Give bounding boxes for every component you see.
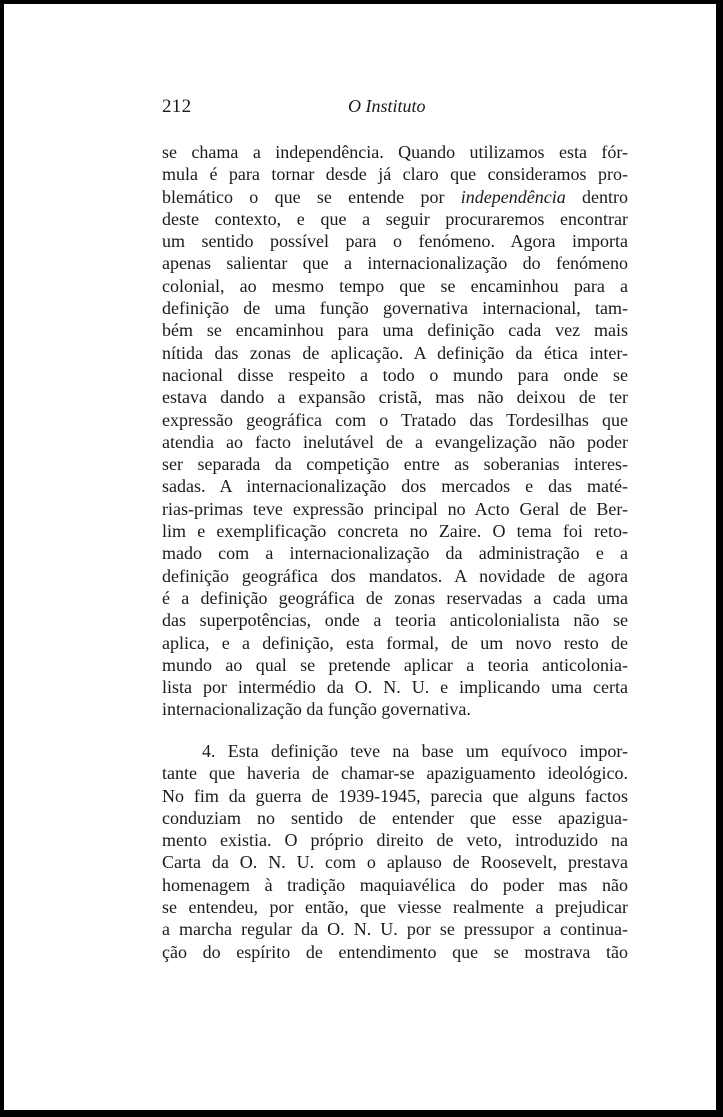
text-line: é a definição geográfica de zonas reservadas a cada uma <box>162 587 628 608</box>
text-line: lim e exemplificação concreta no Zaire. O tema foi reto- <box>162 521 628 542</box>
text-line <box>162 186 628 208</box>
paragraph-2 <box>162 740 628 963</box>
text-line: ser separada da competição entre as soberanias interes- <box>162 454 628 475</box>
text-line: mula é para tornar desde já claro que consideramos pro- <box>162 164 628 185</box>
text-line: bém se encaminhou para uma definição cada vez mais <box>162 320 628 341</box>
text-line: rias-primas teve expressão principal no Acto Geral de Ber- <box>162 498 628 519</box>
page-number: 212 <box>162 96 192 117</box>
running-title: O Instituto <box>348 96 426 116</box>
text-line: sadas. A internacionalização dos mercados e das maté- <box>162 476 628 497</box>
text-line: colonial, ao mesmo tempo que se encaminhou para a <box>162 275 628 296</box>
text-line: nacional disse respeito a todo o mundo para onde se <box>162 364 628 385</box>
text-line: mundo ao qual se pretende aplicar a teoria anticolonia- <box>162 654 628 675</box>
text-line: nítida das zonas de aplicação. A definição da ética inter- <box>162 342 628 363</box>
page-header <box>162 96 628 122</box>
text-line: No fim da guerra de 1939-1945, parecia que alguns factos <box>162 785 628 806</box>
text-line: apenas salientar que a internacionalização do fenómeno <box>162 253 628 274</box>
text-line: mento existia. O próprio direito de veto, introduzido na <box>162 830 628 851</box>
paragraph-1 <box>162 141 628 721</box>
text-line: deste contexto, e que a seguir procuraremos encontrar <box>162 208 628 229</box>
text-line: se entendeu, por então, que viesse realmente a prejudicar <box>162 897 628 918</box>
text-line: um sentido possível para o fenómeno. Agora importa <box>162 231 628 252</box>
text-line: se chama a independência. Quando utilizamos esta fór- <box>162 142 628 162</box>
text-line: definição geográfica dos mandatos. A novidade de agora <box>162 565 628 586</box>
text-line: expressão geográfica com o Tratado das Tordesilhas que <box>162 409 628 430</box>
text-line: das superpotências, onde a teoria anticolonialista não se <box>162 610 628 631</box>
text-line: Carta da O. N. U. com o aplauso de Roosevelt, prestava <box>162 852 628 873</box>
text-line: tante que haveria de chamar-se apaziguamento ideológico. <box>162 763 628 784</box>
text-line: ção do espírito de entendimento que se mostrava tão <box>162 941 628 962</box>
italic-term: independência <box>460 186 566 207</box>
text-line: atendia ao facto inelutável de a evangelização não poder <box>162 431 628 452</box>
text-run: blemático o que se entende por <box>162 186 461 207</box>
text-line: lista por intermédio da O. N. U. e implicando uma certa <box>162 677 628 698</box>
text-line: conduziam no sentido de entender que esse apazigua- <box>162 807 628 828</box>
text-line: estava dando a expansão cristã, mas não deixou de ter <box>162 387 628 408</box>
text-line: definição de uma função governativa internacional, tam- <box>162 298 628 319</box>
text-line: homenagem à tradição maquiavélica do poder mas não <box>162 874 628 895</box>
text-line: internacionalização da função governativa. <box>162 699 471 720</box>
text-run: dentro <box>565 186 629 207</box>
text-line: mado com a internacionalização da administração e a <box>162 543 628 564</box>
text-line: aplica, e a definição, esta formal, de um novo resto de <box>162 632 628 653</box>
text-line: 4. Esta definição teve na base um equívoco impor- <box>202 741 628 761</box>
text-line: a marcha regular da O. N. U. por se pressupor a continua- <box>162 919 628 940</box>
